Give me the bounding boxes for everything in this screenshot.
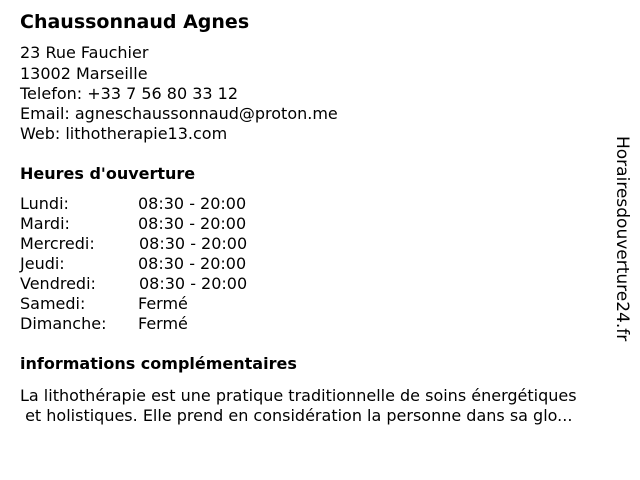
street-address: 23 Rue Fauchier <box>20 43 149 62</box>
day-hours: 08:30 - 20:00 <box>138 194 247 213</box>
watermark-text: Horairesdouverture24.fr <box>612 136 632 342</box>
hours-row-saturday <box>20 294 320 314</box>
hours-row-monday <box>20 194 320 214</box>
info-text-line-2: et holistiques. Elle prend en considération la personne dans sa glo... <box>20 406 573 425</box>
phone-line: Telefon: +33 7 56 80 33 12 <box>20 84 239 103</box>
web-line: Web: lithotherapie13.com <box>20 124 228 143</box>
info-heading: informations complémentaires <box>20 354 297 373</box>
day-label: Dimanche: <box>20 314 107 333</box>
info-text-line-1: La lithothérapie est une pratique traditionnelle de soins énergétiques <box>20 386 577 405</box>
city-address: 13002 Marseille <box>20 64 148 83</box>
day-label: Vendredi: <box>20 274 96 293</box>
day-hours: Fermé <box>138 314 188 333</box>
day-hours: 08:30 - 20:00 <box>139 234 248 253</box>
hours-row-thursday <box>20 254 320 274</box>
day-label: Lundi: <box>20 194 69 213</box>
day-hours: 08:30 - 20:00 <box>138 214 247 233</box>
hours-row-friday <box>20 274 320 294</box>
hours-row-sunday <box>20 314 320 334</box>
day-hours: 08:30 - 20:00 <box>139 274 248 293</box>
day-label: Mardi: <box>20 214 70 233</box>
day-label: Jeudi: <box>20 254 65 273</box>
day-label: Mercredi: <box>20 234 95 253</box>
email-line: Email: agneschaussonnaud@proton.me <box>20 104 338 123</box>
hours-heading: Heures d'ouverture <box>20 164 196 183</box>
hours-row-tuesday <box>20 214 320 234</box>
business-name: Chaussonnaud Agnes <box>20 11 250 33</box>
hours-row-wednesday <box>20 234 320 254</box>
day-hours: Fermé <box>138 294 188 313</box>
day-hours: 08:30 - 20:00 <box>138 254 247 273</box>
day-label: Samedi: <box>20 294 86 313</box>
